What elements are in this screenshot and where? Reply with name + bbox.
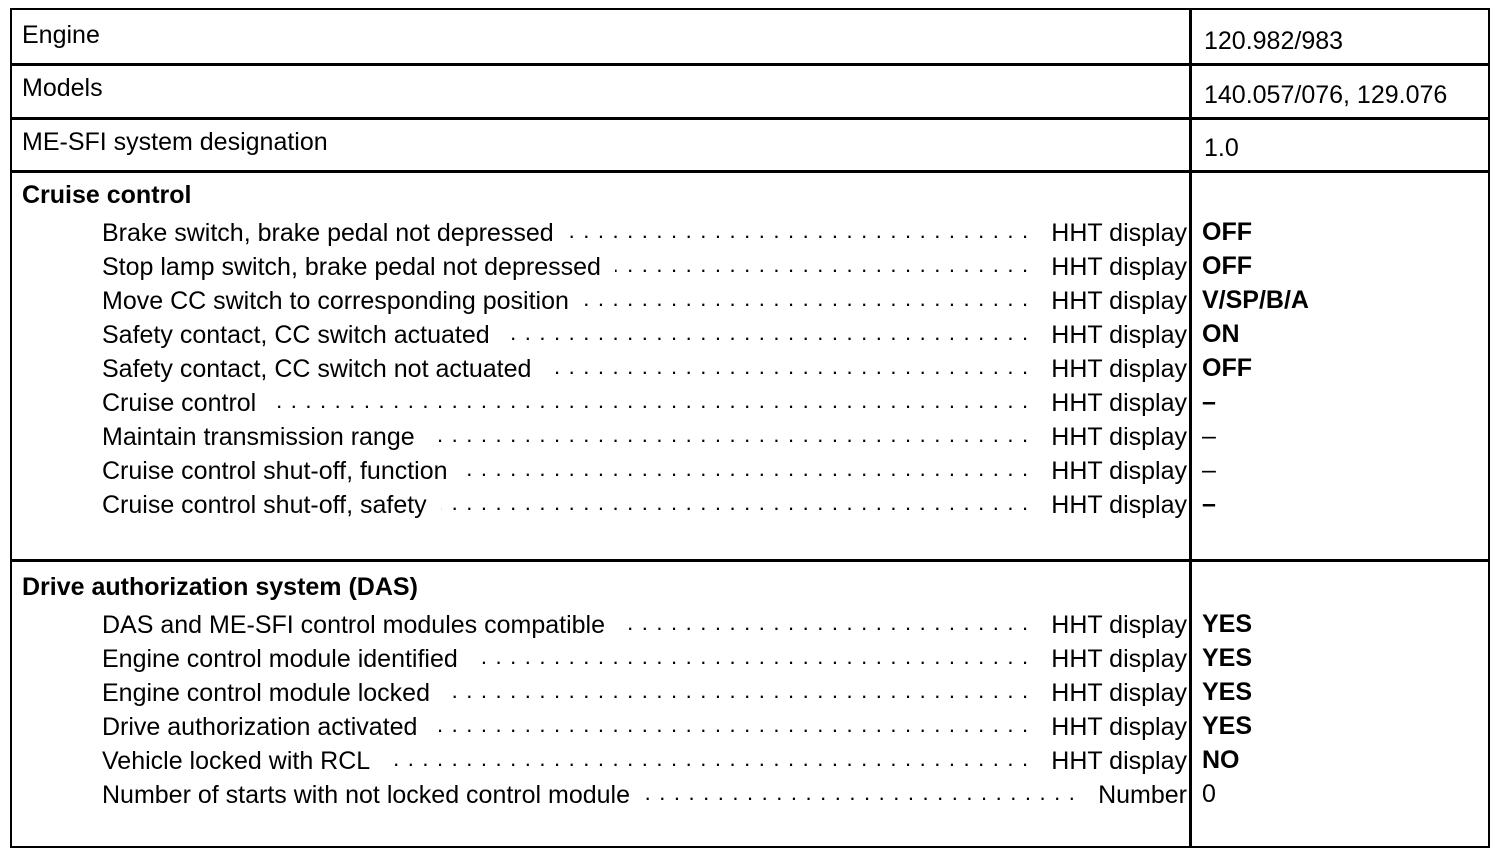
item-unit: HHT display bbox=[1051, 422, 1187, 451]
leader-dots bbox=[462, 454, 1030, 488]
leader-dots bbox=[431, 710, 1029, 744]
item-value: – bbox=[1202, 422, 1216, 450]
list-item bbox=[102, 488, 1187, 522]
engine-value: 120.982/983 bbox=[1204, 27, 1344, 55]
leader-dots bbox=[545, 352, 1029, 386]
item-unit: Number bbox=[1098, 780, 1187, 809]
item-value: – bbox=[1202, 456, 1216, 484]
item-value: YES bbox=[1202, 678, 1253, 706]
list-item bbox=[102, 284, 1187, 318]
list-item bbox=[102, 216, 1187, 250]
item-label: Maintain transmission range bbox=[102, 422, 415, 451]
item-value: – bbox=[1202, 490, 1216, 518]
item-label: Move CC switch to corresponding position bbox=[102, 286, 569, 315]
leader-dots bbox=[444, 676, 1029, 710]
item-label: Drive authorization activated bbox=[102, 712, 418, 741]
list-item bbox=[102, 318, 1187, 352]
leader-dots bbox=[615, 250, 1029, 284]
item-unit: HHT display bbox=[1051, 218, 1187, 247]
leader-dots bbox=[384, 744, 1029, 778]
item-label: Cruise control shut-off, function bbox=[102, 456, 448, 485]
leader-dots bbox=[441, 488, 1030, 522]
column-divider bbox=[1189, 10, 1192, 846]
section-divider bbox=[12, 559, 1488, 562]
list-item bbox=[102, 386, 1187, 420]
leader-dots bbox=[429, 420, 1030, 454]
item-value: V/SP/B/A bbox=[1202, 286, 1309, 314]
leader-dots bbox=[504, 318, 1030, 352]
item-value: 0 bbox=[1202, 780, 1216, 808]
item-value: OFF bbox=[1202, 354, 1252, 382]
item-unit: HHT display bbox=[1051, 610, 1187, 639]
system-designation-label: ME-SFI system designation bbox=[22, 128, 328, 156]
models-label: Models bbox=[22, 74, 103, 102]
item-unit: HHT display bbox=[1051, 354, 1187, 383]
leader-dots bbox=[644, 778, 1076, 812]
item-value: ON bbox=[1202, 320, 1240, 348]
leader-dots bbox=[472, 642, 1030, 676]
system-designation-value: 1.0 bbox=[1204, 134, 1239, 162]
item-label: Engine control module locked bbox=[102, 678, 430, 707]
item-label: DAS and ME-SFI control modules compatible bbox=[102, 610, 605, 639]
list-item bbox=[102, 642, 1187, 676]
item-label: Engine control module identified bbox=[102, 644, 458, 673]
list-item bbox=[102, 352, 1187, 386]
item-value: OFF bbox=[1202, 218, 1252, 246]
item-label: Vehicle locked with RCL bbox=[102, 746, 371, 775]
das-heading: Drive authorization system (DAS) bbox=[22, 573, 418, 601]
item-label: Brake switch, brake pedal not depressed bbox=[102, 218, 554, 247]
item-value: YES bbox=[1202, 610, 1253, 638]
item-unit: HHT display bbox=[1051, 320, 1187, 349]
list-item bbox=[102, 250, 1187, 284]
item-unit: HHT display bbox=[1051, 286, 1187, 315]
item-unit: HHT display bbox=[1051, 252, 1187, 281]
item-label: Cruise control shut-off, safety bbox=[102, 490, 427, 519]
item-value: OFF bbox=[1202, 252, 1252, 280]
item-label: Stop lamp switch, brake pedal not depressed bbox=[102, 252, 601, 281]
item-unit: HHT display bbox=[1051, 678, 1187, 707]
leader-dots bbox=[583, 284, 1029, 318]
item-label: Number of starts with not locked control module bbox=[102, 780, 631, 809]
item-value: NO bbox=[1202, 746, 1240, 774]
list-item bbox=[102, 454, 1187, 488]
list-item bbox=[102, 778, 1187, 812]
list-item bbox=[102, 420, 1187, 454]
spec-table bbox=[10, 8, 1490, 848]
item-unit: HHT display bbox=[1051, 746, 1187, 775]
item-label: Safety contact, CC switch actuated bbox=[102, 320, 490, 349]
leader-dots bbox=[270, 386, 1029, 420]
item-label: Safety contact, CC switch not actuated bbox=[102, 354, 532, 383]
engine-label: Engine bbox=[22, 21, 100, 49]
leader-dots bbox=[619, 608, 1029, 642]
row-divider bbox=[12, 117, 1488, 120]
item-value: YES bbox=[1202, 712, 1253, 740]
list-item bbox=[102, 744, 1187, 778]
item-label: Cruise control bbox=[102, 388, 257, 417]
models-value: 140.057/076, 129.076 bbox=[1204, 81, 1448, 109]
list-item bbox=[102, 710, 1187, 744]
list-item bbox=[102, 676, 1187, 710]
item-value: – bbox=[1202, 388, 1216, 416]
item-unit: HHT display bbox=[1051, 456, 1187, 485]
item-unit: HHT display bbox=[1051, 388, 1187, 417]
item-value: YES bbox=[1202, 644, 1253, 672]
list-item bbox=[102, 608, 1187, 642]
row-divider bbox=[12, 170, 1488, 173]
item-unit: HHT display bbox=[1051, 490, 1187, 519]
item-unit: HHT display bbox=[1051, 712, 1187, 741]
row-divider bbox=[12, 63, 1488, 66]
cruise-control-heading: Cruise control bbox=[22, 181, 192, 209]
item-unit: HHT display bbox=[1051, 644, 1187, 673]
leader-dots bbox=[568, 216, 1030, 250]
